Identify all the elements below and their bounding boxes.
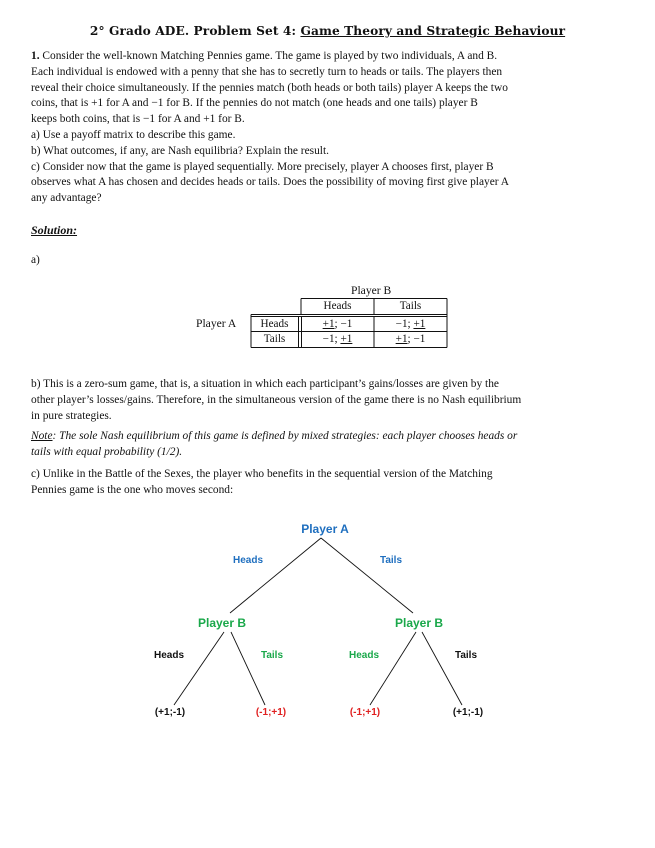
edge-root-left [230, 538, 321, 613]
matrix-col-header: Heads [323, 300, 352, 312]
problem-text-line: keeps both coins, that is −1 for A and +1 for B. [31, 113, 245, 126]
payoff-b: −1 [340, 318, 353, 330]
note-label: Note [31, 430, 53, 442]
tree-root-label: Player A [301, 522, 349, 536]
matrix-col-header: Tails [399, 300, 422, 312]
payoff-separator: ; [334, 318, 341, 330]
tree-right-node-label: Player B [394, 616, 444, 630]
tree-payoff: (+1;-1) [452, 707, 484, 718]
part-b-line: in pure strategies. [31, 409, 112, 422]
question-a: a) Use a payoff matrix to describe this game. [31, 128, 236, 141]
note-line: tails with equal probability (1/2). [31, 445, 183, 458]
tree-payoff: (-1;+1) [349, 707, 381, 718]
edge-right-left [370, 632, 416, 705]
matrix-row-player: Player A [196, 317, 237, 330]
part-b-line: b) This is a zero-sum game, that is, a situation in which each participant’s gains/losses are given by the [31, 378, 499, 390]
payoff-a: −1 [322, 333, 335, 345]
edge-left-right [231, 632, 265, 705]
problem-text-line: Each individual is endowed with a penny that she has to secretly turn to heads or tails. The players then [31, 65, 503, 78]
tree-left-node-label: Player B [197, 616, 247, 630]
title-main: Game Theory and Strategic Behaviour [300, 24, 566, 38]
part-a-label: a) [31, 254, 40, 266]
part-c-line: c) Unlike in the Battle of the Sexes, the player who benefits in the sequential version of the Matching [31, 468, 493, 480]
problem-text-line: reveal their choice simultaneously. If the pennies match (both heads or both tails) player A keeps the two [31, 81, 508, 94]
title-prefix: 2° Grado ADE. Problem Set 4: [89, 24, 301, 38]
tree-edge-label-heads: Heads [348, 650, 380, 661]
payoff-separator: ; [407, 333, 414, 345]
question-c-line: c) Consider now that the game is played sequentially. More precisely, player A chooses first, player B [31, 160, 494, 173]
question-c-line: any advantage? [31, 192, 102, 205]
edge-root-right [321, 538, 413, 613]
payoff-separator: ; [334, 333, 341, 345]
payoff-a: −1 [395, 318, 408, 330]
problem-text-line: coins, that is +1 for A and −1 for B. If the pennies do not match (one heads and one tails) player B [31, 97, 478, 110]
problem-number: 1. [31, 50, 40, 62]
part-c-line: Pennies game is the one who moves second: [31, 483, 234, 496]
solution-heading: Solution: [31, 223, 78, 237]
payoff-b: −1 [413, 333, 426, 345]
edge-left-left [174, 632, 224, 705]
question-c-line: observes what A has chosen and decides heads or tails. Does the possibility of moving first give player A [31, 176, 509, 189]
tree-payoff: (+1;-1) [154, 707, 186, 718]
note-line-text: : The sole Nash equilibrium of this game is defined by mixed strategies: each player chooses heads or [52, 430, 518, 442]
part-b-line: other player’s losses/gains. Therefore, in the simultaneous version of the game there is no Nash equilibrium [31, 393, 522, 406]
edge-right-right [422, 632, 462, 705]
payoff-a: +1 [322, 318, 335, 330]
payoff-separator: ; [407, 318, 414, 330]
tree-edge-label-heads: Heads [153, 650, 185, 661]
payoff-a: +1 [395, 333, 408, 345]
tree-edge-label-tails: Tails [379, 555, 403, 566]
matrix-row-header: Tails [263, 333, 286, 345]
matrix-row-header: Heads [260, 318, 289, 330]
question-b: b) What outcomes, if any, are Nash equilibria? Explain the result. [31, 144, 329, 157]
tree-payoff: (-1;+1) [255, 707, 287, 718]
problem-text-line: Consider the well-known Matching Pennies game. The game is played by two individuals, A and B. [42, 50, 498, 62]
payoff-b: +1 [340, 333, 353, 345]
tree-edge-label-tails: Tails [454, 650, 478, 661]
payoff-b: +1 [413, 318, 426, 330]
matrix-column-player: Player B [351, 284, 392, 297]
tree-edge-label-heads: Heads [232, 555, 264, 566]
tree-edge-label-tails: Tails [260, 650, 284, 661]
